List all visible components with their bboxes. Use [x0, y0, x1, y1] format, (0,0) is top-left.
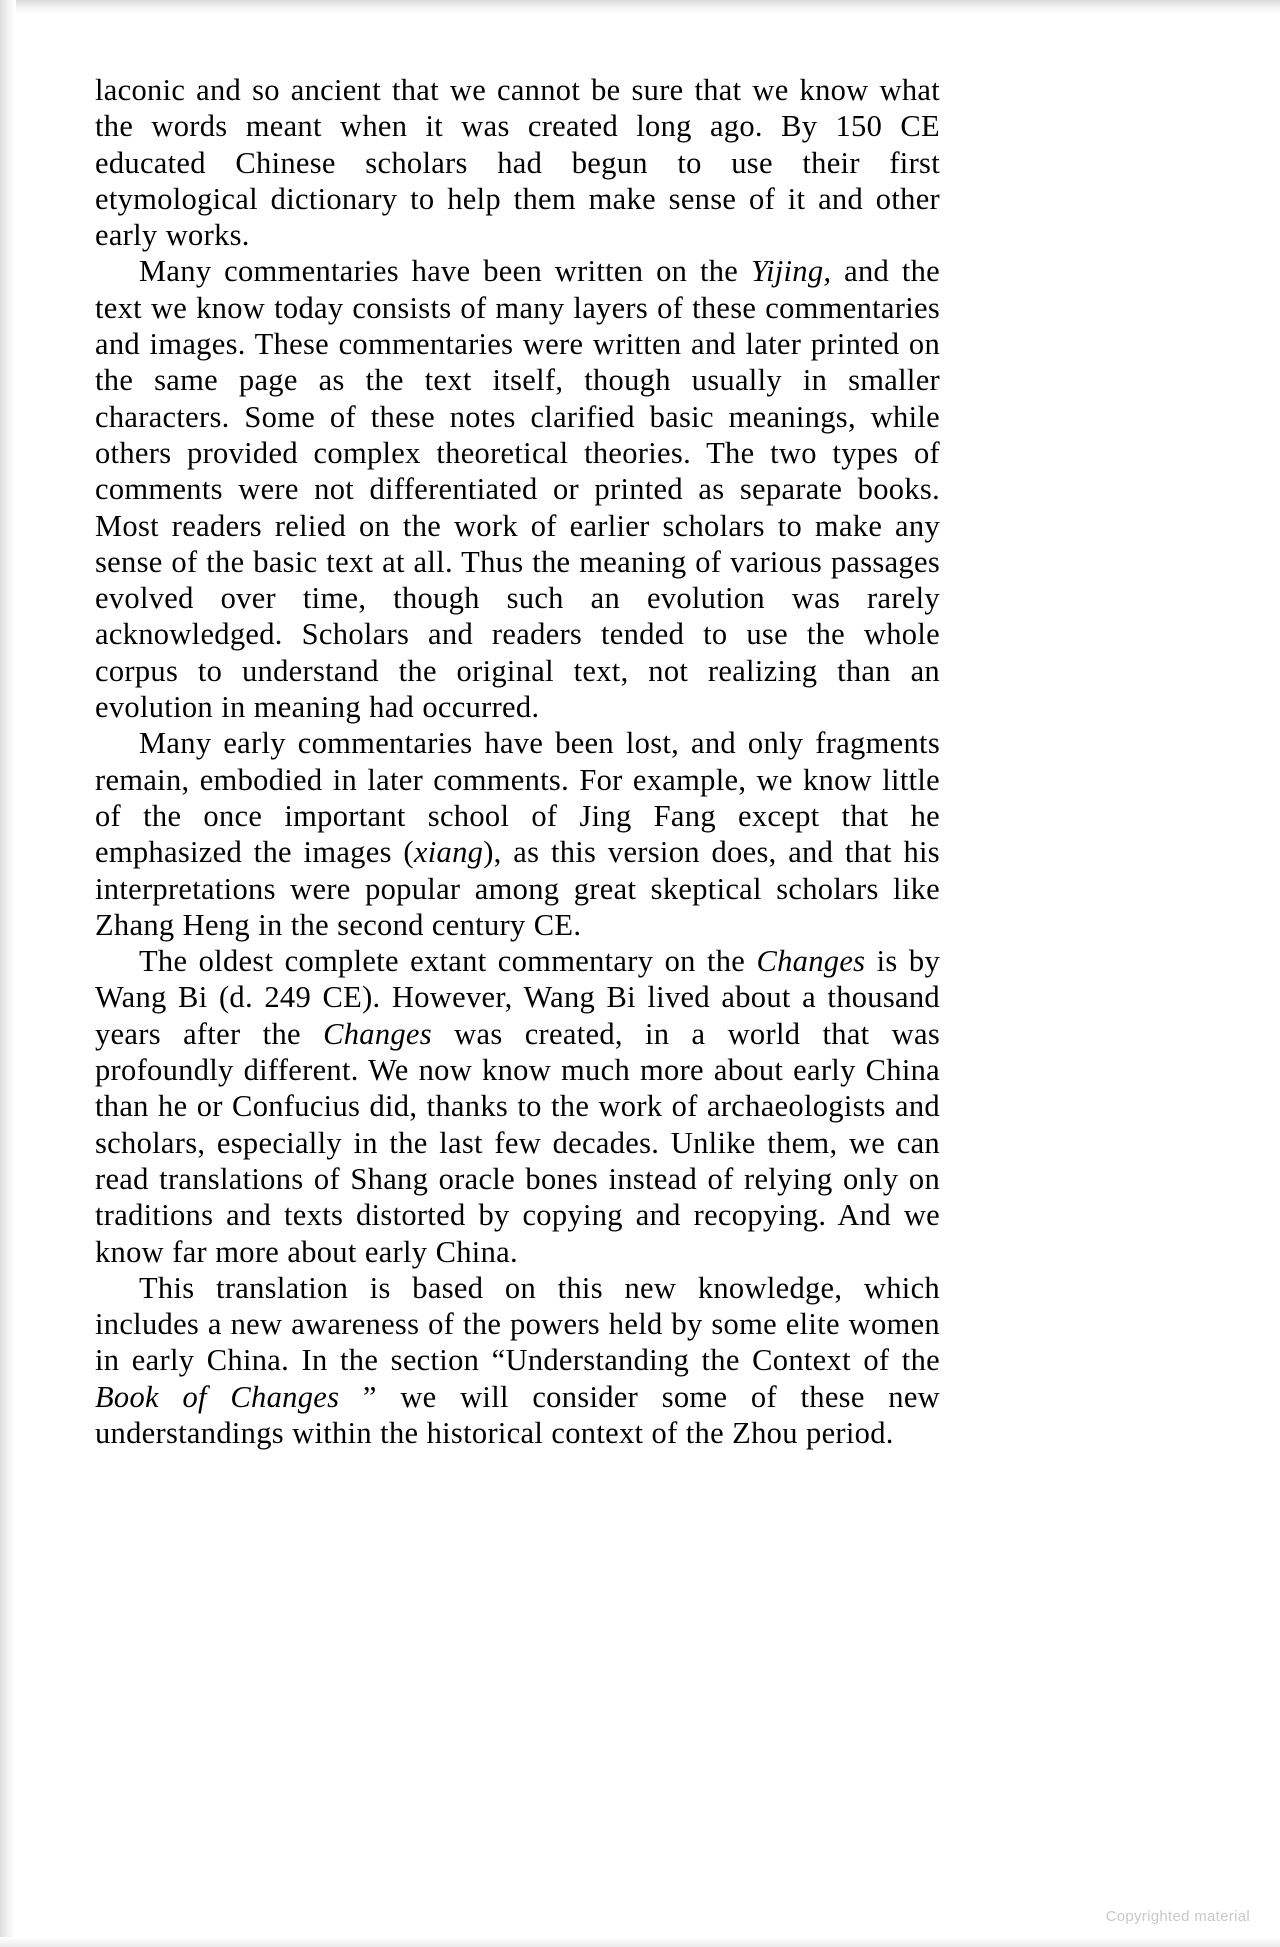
- italic-term: Book of Changes: [95, 1379, 363, 1414]
- body-paragraph: [95, 72, 940, 253]
- italic-term: xiang: [413, 835, 484, 870]
- italic-term: Changes: [323, 1016, 432, 1051]
- text-run: ” we will consider some of these new understandings within the historical context of the Zhou period.: [95, 1379, 941, 1450]
- text-run: This translation is based on this new knowledge, which includes a new awareness of the powers held by some elite women in early China. In the section “Understanding the Context of the: [95, 1270, 940, 1378]
- body-text-column: [95, 72, 940, 1451]
- scan-edge-shadow-left: [0, 0, 16, 1947]
- text-run: was created, in a world that was profoundly different. We now know much more about early China than he or Confucius did, thanks to the work of archaeologists and scholars, especially in the last few decades. Unlike them, we can read translations of Shang oracle bones instead of relying only on traditions and texts distorted by copying and recopying. And we know far more about early China.: [95, 1016, 940, 1269]
- text-run: The oldest complete extant commentary on the: [139, 944, 757, 979]
- italic-term: Changes: [756, 944, 866, 979]
- text-run: ), as this version does, and that his interpretations were popular among great skeptical scholars like Zhang Heng in the second century CE.: [95, 835, 940, 942]
- text-run: and the text we know today consists of many layers of these commentaries and images. These commentaries were written and later printed on the same page as the text itself, though usually in smaller characters. Some of these notes clarified basic meanings, while others provided complex theoretical theories. The two types of comments were not differentiated or printed as separate books. Most readers relied on the work of earlier scholars to make any sense of the basic text at all. Thus the meaning of various passages evolved over time, though such an evolution was rarely acknowledged. Scholars and readers tended to use the whole corpus to understand the original text, not realizing than an evolution in meaning had occurred.: [95, 254, 941, 725]
- body-paragraph: [95, 1270, 940, 1451]
- scan-edge-shadow-top: [0, 0, 1280, 14]
- italic-term: Yijing,: [750, 254, 832, 289]
- text-run: is by Wang Bi (d. 249 CE). However, Wang Bi lived about a thousand years after the: [95, 944, 940, 1051]
- body-paragraph: [95, 943, 940, 1270]
- scan-edge-shadow-bottom: [0, 1937, 1280, 1947]
- text-run: Many commentaries have been written on the: [139, 254, 751, 289]
- body-paragraph: [95, 725, 940, 943]
- body-paragraph: [95, 253, 940, 725]
- text-run: laconic and so ancient that we cannot be sure that we know what the words meant when it was created long ago. By 150 CE educated Chinese scholars had begun to use their first etymological dictionary to help them make sense of it and other early works.: [95, 73, 940, 253]
- copyright-watermark: Copyrighted material: [1105, 1908, 1250, 1925]
- text-run: Many early commentaries have been lost, and only fragments remain, embodied in later comments. For example, we know little of the once important school of Jing Fang except that he emphasized the images (: [95, 726, 940, 870]
